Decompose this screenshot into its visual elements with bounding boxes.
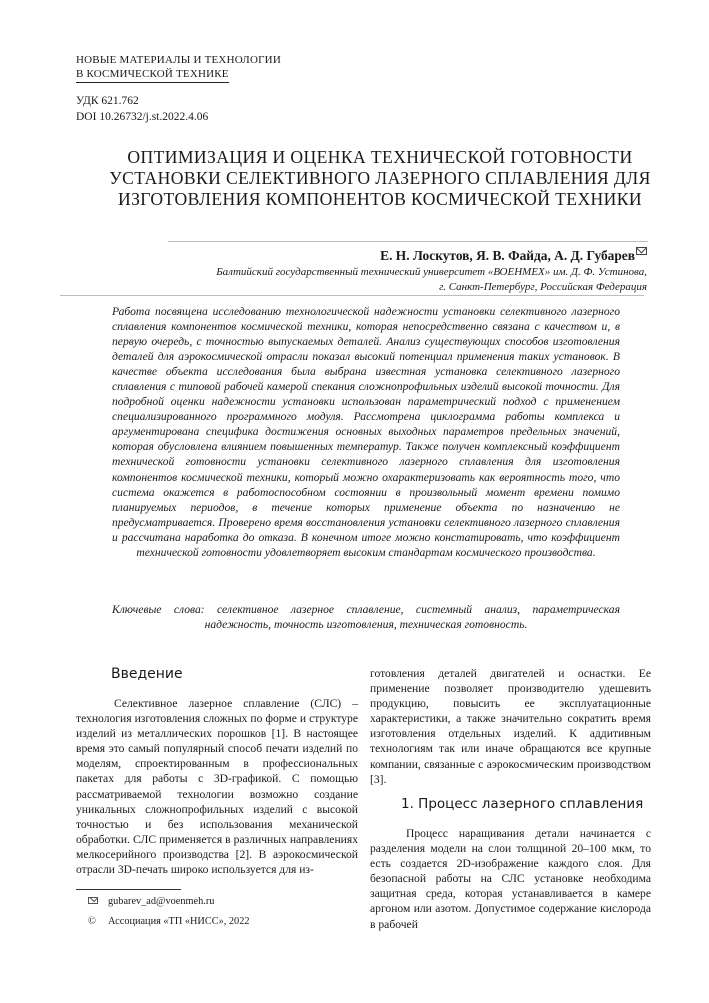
- article-title: ОПТИМИЗАЦИЯ И ОЦЕНКА ТЕХНИЧЕСКОЙ ГОТОВНОСТИ УСТАНОВКИ СЕЛЕКТИВНОГО ЛАЗЕРНОГО СПЛАВЛЕНИЯ ДЛЯ ИЗГОТОВЛЕНИЯ КОМПОНЕНТОВ КОСМИЧЕСКОЙ ТЕХНИКИ: [109, 147, 651, 209]
- affiliation-line1: Балтийский государственный технический университет «ВОЕНМЕХ» им. Д. Ф. Устинова,: [216, 266, 647, 278]
- abstract: Работа посвящена исследованию технологической надежности установки селективного лазерного сплавления компонентов космической техники, которая непосредственно связана с качеством и, в первую очередь, с точностью выпускаемых деталей. Анализ существующих способов изготовления деталей для аэрокосмической отрасли показал высокий потенциал применения таких установок. В качестве объекта исследования была выбрана известная установка селективного лазерного сплавления с типовой рабочей камерой спекания сложнопрофильных изделий высокой точности. Для подробной оценки надежности установки использован параметрический подход с применением специализированного программного модуля. Рассмотрена циклограмма работы комплекса и аргументирована специфика достижения основных выходных параметров предельных значений, которая обусловлена влиянием повышенных температур. Также получен комплексный коэффициент технической готовности установки селективного лазерного сплавления для изготовления компонентов космической техники, который можно охарактеризовать как вероятность того, что система окажется в работоспособном состоянии в произвольный момент времени помимо планируемых периодов, в течение которых применение объекта по назначению не предусматривается. Проверено время восстановления установки селективного лазерного сплавления и рассчитана наработка до отказа. В конечном итоге можно констатировать, что коэффициент технической готовности удовлетворяет высоким стандартам космического производства.: [112, 305, 620, 559]
- footnote-rule: [76, 889, 181, 890]
- title-divider: [168, 241, 648, 242]
- introduction-paragraph: [76, 696, 358, 877]
- intro-text: Селективное лазерное сплавление (СЛС) – технология изготовления сложных по форме и структуре изделий из металлических порошков [1]. В настоящее время это самый популярный способ печати изделий по моделям, спроектированным в профессиональных пакетах для работы с 3D-графикой. С помощью рассматриваемой технологии возможно создание уникальных сложнопрофильных изделий с высокой точностью и без использования механической обработки. СЛС применяется в различных направлениях мелкосерийного производства [2]. В аэрокосмической отрасли 3D-печать широко используется для из-: [76, 697, 358, 877]
- envelope-icon: [88, 897, 98, 904]
- udc-code: УДК 621.762: [76, 95, 139, 107]
- article-identifiers: [76, 94, 208, 125]
- section-1-paragraph: [370, 826, 651, 932]
- affiliation-line2: г. Санкт-Петербург, Российская Федерация: [439, 281, 647, 293]
- author-line: [380, 248, 647, 264]
- section-1-heading: 1. Процесс лазерного сплавления: [401, 796, 644, 812]
- affiliation: [216, 265, 647, 295]
- authors: Е. Н. Лоскутов, Я. В. Файда, А. Д. Губарев: [380, 248, 635, 263]
- copyright-text: Ассоциация «ТП «НИСС», 2022: [108, 916, 250, 927]
- journal-title-line1: НОВЫЕ МАТЕРИАЛЫ И ТЕХНОЛОГИИ: [76, 54, 281, 66]
- footnote-email: [88, 895, 214, 909]
- section-1-text: Процесс наращивания детали начинается с разделения модели на слои толщиной 20–100 мкм, то есть создается 2D-изображение каждого слоя. Для безопасной работы на СЛС установке необходима защитная среда, которая устанавливается в камере аргоном или азотом. Допустимое содержание кислорода в рабочей: [370, 827, 651, 931]
- footnote-copyright: [88, 915, 250, 929]
- introduction-heading: Введение: [111, 666, 183, 682]
- copyright-symbol: ©: [88, 916, 96, 927]
- envelope-icon: [636, 247, 647, 255]
- keywords: Ключевые слова: селективное лазерное сплавление, системный анализ, параметрическая надежность, точность изготовления, техническая готовность.: [112, 603, 620, 631]
- intro-continuation-text: готовления деталей двигателей и оснастки. Ее применение позволяет производителю удешевить продукцию, повысить ее эксплуатационные характеристики, а также значительно сократить время изготовления отдельных изделий. К аддитивным технологиям так или иначе обращаются все крупные компании, связанные с аэрокосмическим производством [3].: [370, 667, 651, 786]
- introduction-continuation: [370, 666, 651, 787]
- doi[interactable]: DOI 10.26732/j.st.2022.4.06: [76, 110, 209, 123]
- email-link[interactable]: gubarev_ad@voenmeh.ru: [108, 896, 215, 907]
- abstract-divider: [60, 295, 644, 296]
- journal-title-line2: В КОСМИЧЕСКОЙ ТЕХНИКЕ: [76, 67, 229, 83]
- journal-header: [76, 53, 281, 83]
